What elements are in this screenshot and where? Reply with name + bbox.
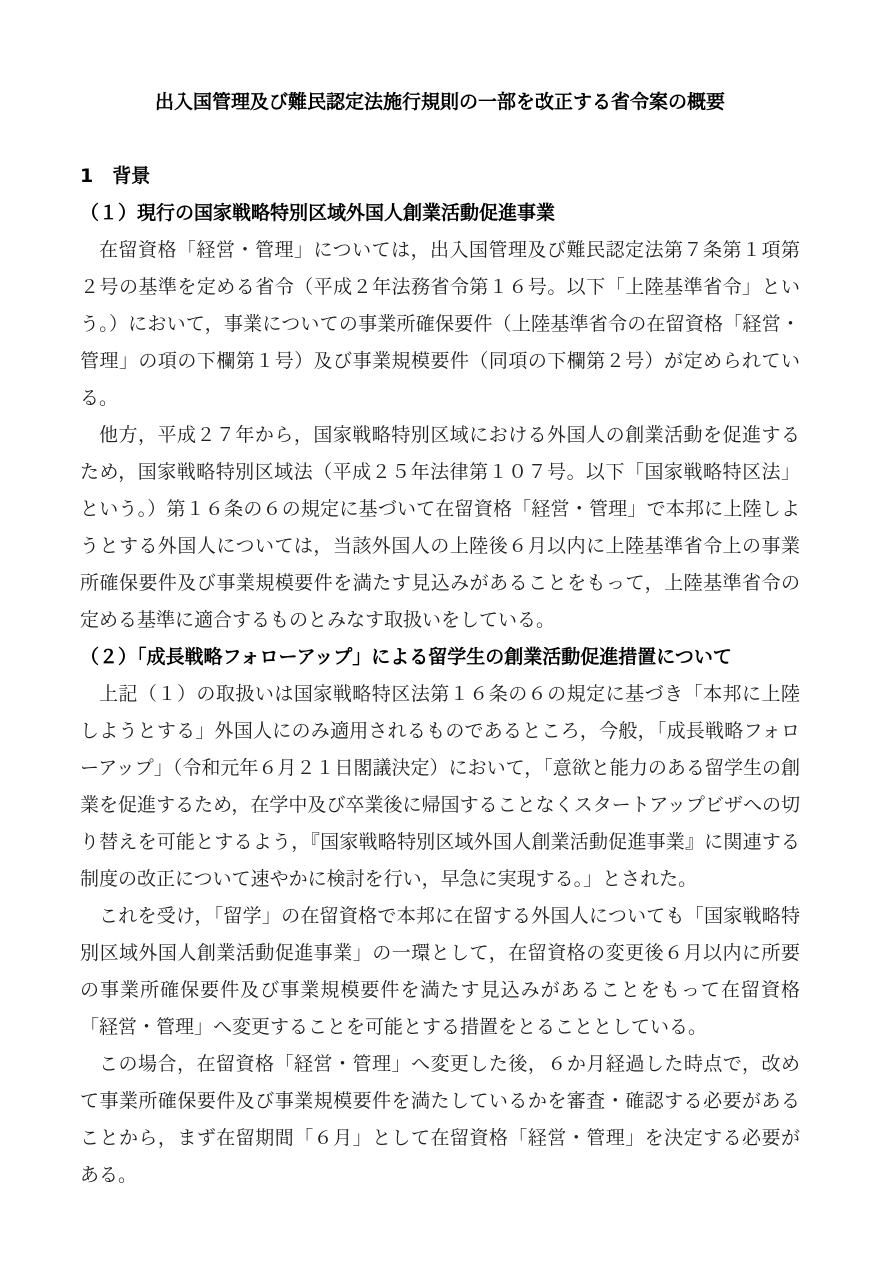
subsection-1-heading: （１）現行の国家戦略特別区域外国人創業活動促進事業: [80, 202, 556, 224]
document-title: 出入国管理及び難民認定法施行規則の一部を改正する省令案の概要: [154, 91, 725, 113]
subsection-2-heading: （２）「成長戦略フォローアップ」による留学生の創業活動促進措置について: [80, 646, 732, 668]
paragraph-growth-strategy-2: これを受け，「留学」の在留資格で本邦に在留する外国人についても「国家戦略特別区域外国人創業活動促進事業」の一環として，在留資格の変更後６月以内に所要の事業所確保要件及び事業規模要件を満たす見込みがあることをもって在留資格「経営・管理」へ変更することを可能とする措置をとることとしている。: [80, 905, 800, 1038]
paragraph-growth-strategy-3: この場合，在留資格「経営・管理」へ変更した後，６か月経過した時点で，改めて事業所確保要件及び事業規模要件を満たしているかを審査・確認する必要があることから，まず在留期間「６月」として在留資格「経営・管理」を決定する必要がある。: [80, 1053, 800, 1186]
paragraph-growth-strategy-1: 上記（１）の取扱いは国家戦略特区法第１６条の６の規定に基づき「本邦に上陸しようとする」外国人にのみ適用されるものであるところ，今般，「成長戦略フォローアップ」（令和元年６月２１日閣議決定）において，「意欲と能力のある留学生の創業を促進するため，在学中及び卒業後に帰国することなくスタートアップビザへの切り替えを可能とするよう，『国家戦略特別区域外国人創業活動促進事業』に関連する制度の改正について速やかに検討を行い，早急に実現する。」とされた。: [80, 683, 800, 890]
section-heading-background: 1 背景: [80, 165, 151, 187]
paragraph-current-program-2: 他方，平成２７年から，国家戦略特別区域における外国人の創業活動を促進するため，国家戦略特別区域法（平成２５年法律第１０７号。以下「国家戦略特区法」という。）第１６条の６の規定に基づいて在留資格「経営・管理」で本邦に上陸しようとする外国人については，当該外国人の上陸後６月以内に上陸基準省令上の事業所確保要件及び事業規模要件を満たす見込みがあることをもって，上陸基準省令の定める基準に適合するものとみなす取扱いをしている。: [80, 424, 800, 631]
paragraph-current-program-1: 在留資格「経営・管理」については，出入国管理及び難民認定法第７条第１項第２号の基準を定める省令（平成２年法務省令第１６号。以下「上陸基準省令」という。）において，事業についての事業所確保要件（上陸基準省令の在留資格「経営・管理」の項の下欄第１号）及び事業規模要件（同項の下欄第２号）が定められている。: [80, 239, 800, 409]
